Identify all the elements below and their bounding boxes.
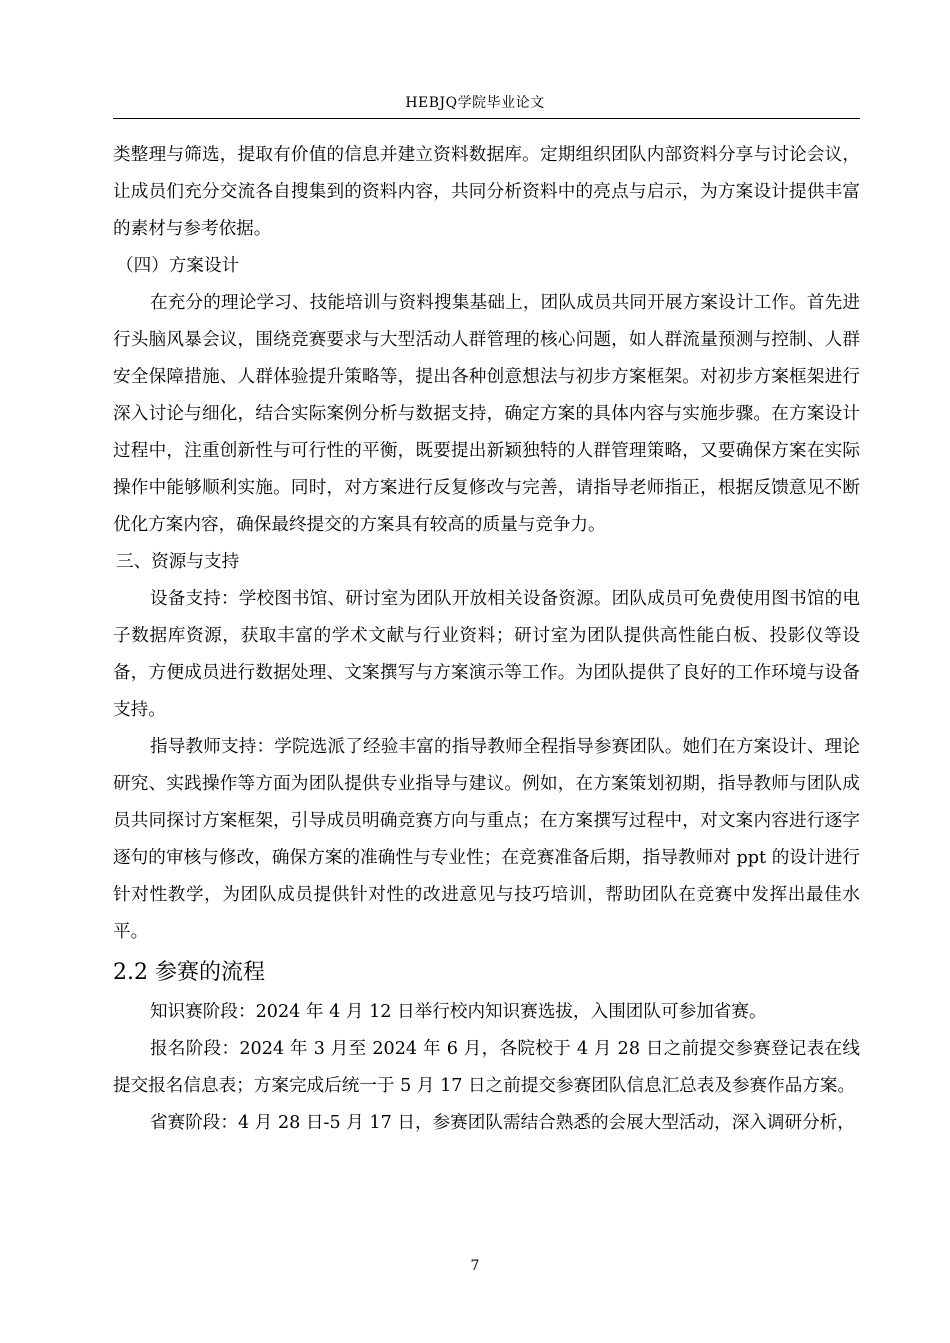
section-heading-2-2: 2.2 参赛的流程: [113, 960, 265, 985]
paragraph-registration-stage: 报名阶段：2024 年 3 月至 2024 年 6 月，各院校于 4 月 28 日之前提交参赛登记表在线提交报名信息表；方案完成后统一于 5 月 17 日之前提交参赛团队信息汇总表及参赛作品方案。: [113, 1039, 860, 1096]
paragraph-equipment-support: 设备支持：学校图书馆、研讨室为团队开放相关设备资源。团队成员可免费使用图书馆的电子数据库资源，获取丰富的学术文献与行业资料；研讨室为团队提供高性能白板、投影仪等设备，方便成员进行数据处理、文案撰写与方案演示等工作。为团队提供了良好的工作环境与设备支持。: [113, 589, 860, 720]
section-heading-resources: 三、资源与支持: [116, 552, 240, 572]
page-number: 7: [470, 1258, 480, 1274]
page-body: [113, 137, 860, 1142]
paragraph-plan-design: 在充分的理论学习、技能培训与资料搜集基础上，团队成员共同开展方案设计工作。首先进行头脑风暴会议，围绕竞赛要求与大型活动人群管理的核心问题，如人群流量预测与控制、人群安全保障措施、人群体验提升策略等，提出各种创意想法与初步方案框架。对初步方案框架进行深入讨论与细化，结合实际案例分析与数据支持，确定方案的具体内容与实施步骤。在方案设计过程中，注重创新性与可行性的平衡，既要提出新颖独特的人群管理策略，又要确保方案在实际操作中能够顺利实施。同时，对方案进行反复修改与完善，请指导老师指正，根据反馈意见不断优化方案内容，确保最终提交的方案具有较高的质量与竞争力。: [113, 293, 860, 535]
paragraph-continued: 类整理与筛选，提取有价值的信息并建立资料数据库。定期组织团队内部资料分享与讨论会议，让成员们充分交流各自搜集到的资料内容，共同分析资料中的亮点与启示，为方案设计提供丰富的素材与参考依据。: [113, 145, 860, 239]
paragraph-provincial-stage: 省赛阶段：4 月 28 日-5 月 17 日，参赛团队需结合熟悉的会展大型活动，深入调研分析，: [150, 1113, 855, 1133]
header-divider: [113, 118, 860, 119]
subsection-heading-plan-design: （四）方案设计: [116, 256, 240, 276]
page-header: HEBJQ学院毕业论文: [405, 95, 545, 111]
paragraph-advisor-support: 指导教师支持：学院选派了经验丰富的指导教师全程指导参赛团队。她们在方案设计、理论研究、实践操作等方面为团队提供专业指导与建议。例如，在方案策划初期，指导教师与团队成员共同探讨方案框架，引导成员明确竞赛方向与重点；在方案撰写过程中，对文案内容进行逐字逐句的审核与修改，确保方案的准确性与专业性；在竞赛准备后期，指导教师对 ppt 的设计进行针对性教学，为团队成员提供针对性的改进意见与技巧培训，帮助团队在竞赛中发挥出最佳水平。: [113, 737, 860, 942]
paragraph-knowledge-stage: 知识赛阶段：2024 年 4 月 12 日举行校内知识赛选拔，入围团队可参加省赛。: [150, 1002, 767, 1022]
